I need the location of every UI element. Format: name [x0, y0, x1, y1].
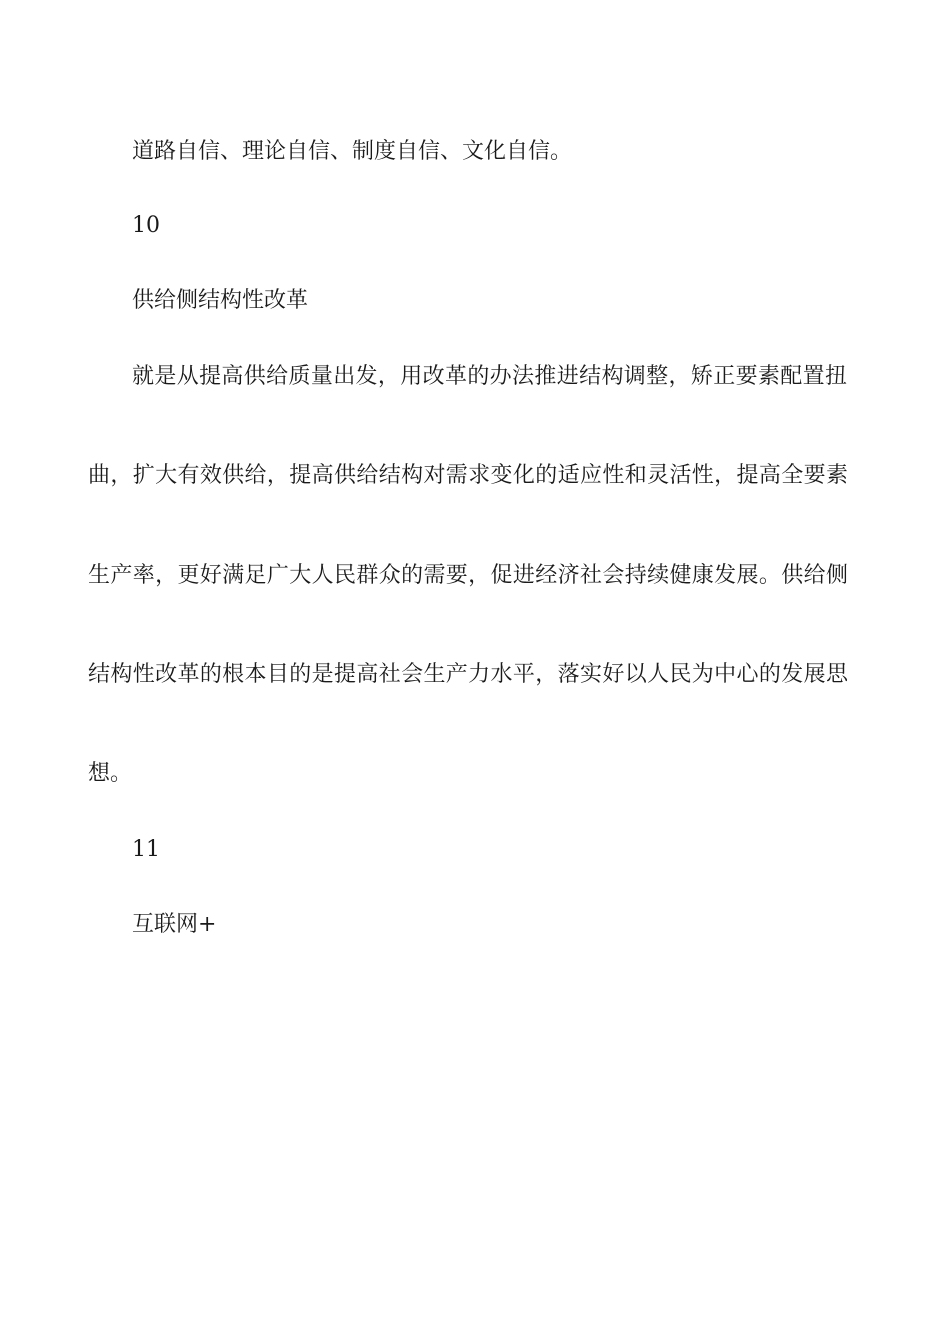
item-number-10: 10: [132, 213, 160, 238]
body-text-line-5: 想。: [88, 761, 133, 786]
body-text-line-4: 结构性改革的根本目的是提高社会生产力水平，落实好以人民为中心的发展思: [88, 662, 848, 687]
item-number-11: 11: [132, 837, 160, 862]
heading-internet-plus: 互联网+: [132, 912, 217, 937]
heading-supply-side-reform: 供给侧结构性改革: [132, 288, 309, 313]
body-text-line-2: 曲，扩大有效供给，提高供给结构对需求变化的适应性和灵活性，提高全要素: [88, 463, 848, 488]
body-text-line-1: 就是从提高供给质量出发，用改革的办法推进结构调整，矫正要素配置扭: [132, 364, 847, 389]
body-text-line-3: 生产率，更好满足广大人民群众的需要，促进经济社会持续健康发展。供给侧: [88, 563, 848, 588]
paragraph-four-confidences: 道路自信、理论自信、制度自信、文化自信。: [132, 139, 573, 164]
